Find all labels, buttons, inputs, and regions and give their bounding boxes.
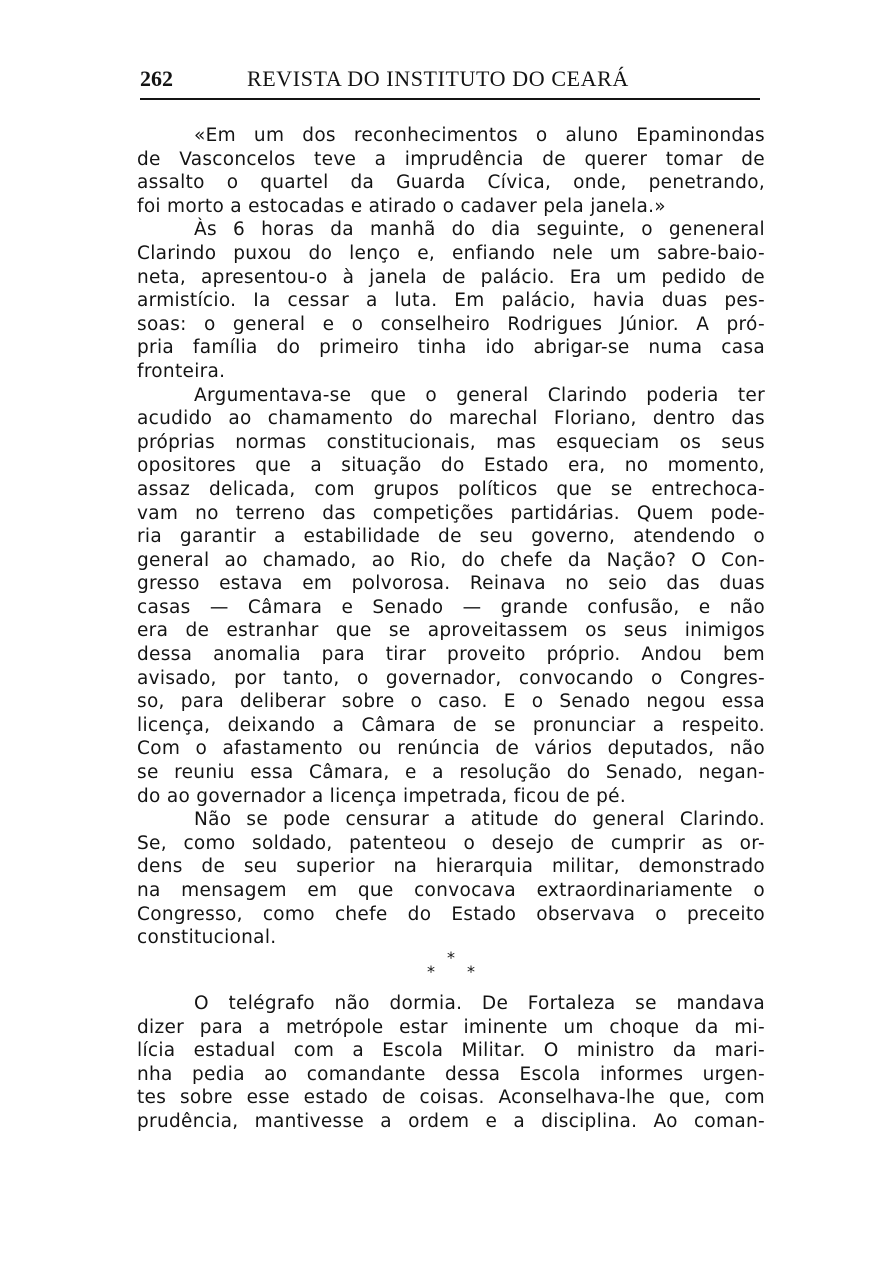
text-line: se reuniu essa Câmara, e a resolução do Senado, negan- [137,762,765,784]
text-line: opositores que a situação do Estado era, no momento, [137,455,765,477]
text-line: era de estranhar que se aproveitassem os seus inimigos [137,620,765,642]
text-line: dens de seu superior na hierarquia militar, demonstrado [137,856,765,878]
text-line: ria garantir a estabilidade de seu governo, atendendo o [137,526,765,548]
running-title: REVISTA DO INSTITUTO DO CEARÁ [247,66,629,91]
page-number: 262 [140,66,173,91]
text-line: licença, deixando a Câmara de se pronunciar a respeito. [137,714,765,736]
text-line: Com o afastamento ou renúncia de vários deputados, não [137,738,765,760]
text-line: lícia estadual com a Escola Militar. O ministro da mari- [137,1040,765,1062]
text-line: tes sobre esse estado de coisas. Aconselhava-lhe que, com [137,1087,765,1109]
asterisk-right: * [467,962,475,981]
asterisk-left: * [427,962,435,981]
text-line: de Vasconcelos teve a imprudência de querer tomar de [137,148,765,170]
text-line: Se, como soldado, patenteou o desejo de cumprir as or- [137,832,765,854]
text-block-telegraph [137,992,765,1134]
text-line: assaz delicada, com grupos políticos que se entrechoca- [137,478,765,500]
text-line: dizer para a metrópole estar iminente um choque da mi- [137,1016,765,1038]
text-line: armistício. Ia cessar a luta. Em palácio, havia duas pes- [137,290,765,312]
text-line: vam no terreno das competições partidárias. Quem pode- [137,502,765,524]
text-line: acudido ao chamamento do marechal Floriano, dentro das [137,408,765,430]
text-line: Congresso, como chefe do Estado observava o preceito [137,903,765,925]
text-line: foi morto a estocadas e atirado o cadaver pela janela.» [137,195,666,217]
text-line: casas — Câmara e Senado — grande confusão, e não [137,596,765,618]
section-divider-asterism [420,950,484,990]
text-line: dessa anomalia para tirar proveito próprio. Andou bem [137,644,765,666]
text-line: do ao governador a licença impetrada, ficou de pé. [137,785,627,807]
page-header [140,62,760,100]
text-line: neta, apresentou-o à janela de palácio. Era um pedido de [137,266,765,288]
text-line: avisado, por tanto, o governador, convocando o Congres- [137,667,765,689]
text-line: prudência, mantivesse a ordem e a disciplina. Ao coman- [137,1110,765,1132]
asterisk-top: * [447,948,455,967]
text-line: constitucional. [137,927,277,949]
text-line: assalto o quartel da Guarda Cívica, onde, penetrando, [137,172,765,194]
text-line: Argumentava-se que o general Clarindo poderia ter [194,384,765,406]
text-line: Às 6 horas da manhã do dia seguinte, o geneneral [194,219,765,241]
text-line: general ao chamado, ao Rio, do chefe da Nação? O Con- [137,549,765,571]
text-line: próprias normas constitucionais, mas esqueciam os seus [137,431,765,453]
text-line: Não se pode censurar a atitude do general Clarindo. [194,809,765,831]
text-line: so, para deliberar sobre o caso. E o Senado negou essa [137,691,765,713]
text-line: fronteira. [137,360,226,382]
text-line: nha pedia ao comandante dessa Escola informes urgen- [137,1063,765,1085]
text-line: soas: o general e o conselheiro Rodrigues Júnior. A pró- [137,313,765,335]
text-line: gresso estava em polvorosa. Reinava no seio das duas [137,573,765,595]
text-line: «Em um dos reconhecimentos o aluno Epaminondas [194,125,765,146]
text-line: pria família do primeiro tinha ido abrigar-se numa casa [137,337,765,359]
text-line: Clarindo puxou do lenço e, enfiando nele um sabre-baio- [137,242,765,264]
text-block-main [137,124,765,950]
text-line: na mensagem em que convocava extraordinariamente o [137,880,765,901]
text-line: O telégrafo não dormia. De Fortaleza se mandava [194,993,765,1014]
